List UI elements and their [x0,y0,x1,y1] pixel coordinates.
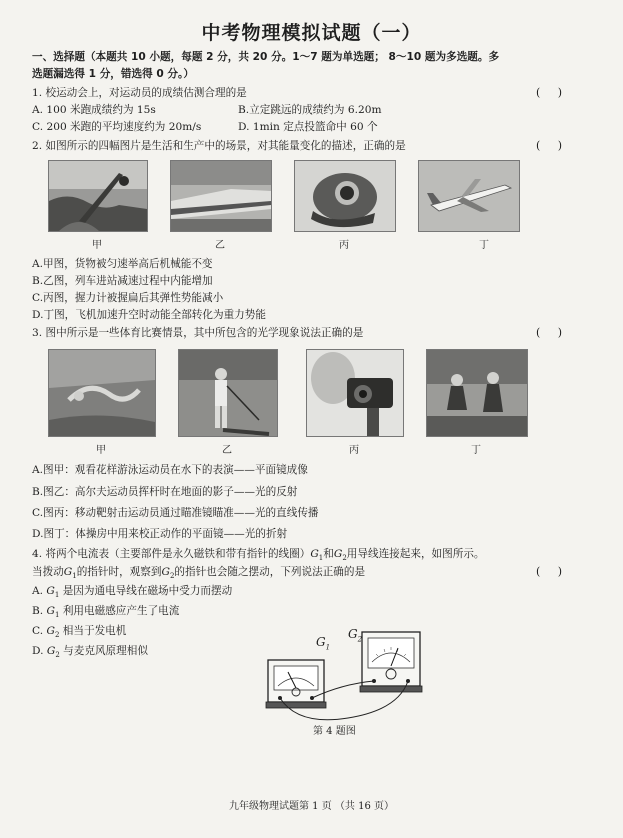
q3-photo-golf [178,349,278,437]
q3-caption-yi: 乙 [222,445,232,456]
q2-caption-bing: 丙 [339,240,349,251]
q2-caption-jia: 甲 [92,240,102,251]
q1-option-d: D. 1min 定点投篮命中 60 个 [238,121,378,133]
section-heading-2: 选题漏选得 1 分，错选得 0 分。） [32,68,194,80]
q3-answer-paren: ( ) [536,326,563,339]
q2-stem: 2. 如图所示的四幅图片是生活和生产中的场景，对其能量变化的描述，正确的是 [32,140,406,152]
q3-caption-ding: 丁 [471,445,481,456]
page-footer: 九年级物理试题第 1 页 （共 16 页） [229,801,394,812]
q4-stem-2: 当拨动$G_1$的指针时，观察到$G_2$的指针也会随之摆动，下列说法正确的是 [32,566,366,581]
q3-option-d: D.图丁：体操房中用来校正动作的平面镜——光的折射 [32,528,288,540]
q4-galvanometer-figure [258,618,428,728]
galvanometer-g2 [360,632,422,692]
q3-photo-swimming [48,349,156,437]
q2-caption-yi: 乙 [215,240,225,251]
q2-photo-train [170,160,272,232]
q4-option-d: D. $G_2$ 与麦克风原理相似 [32,645,148,660]
q2-option-b: B.乙图，列车进站减速过程中内能增加 [32,275,213,287]
q3-option-c: C.图丙：移动靶射击运动员通过瞄准镜瞄准——光的直线传播 [32,507,319,519]
q4-figure-caption: 第 4 题图 [313,726,356,737]
q3-option-a: A.图甲：观看花样游泳运动员在水下的表演——平面镜成像 [32,464,308,476]
q4-answer-paren: ( ) [536,565,563,578]
q2-photo-crane [48,160,148,232]
label-g1: $G_1$ [316,635,331,652]
q3-caption-jia: 甲 [96,445,106,456]
q2-option-c: C.丙图，握力计被握扁后其弹性势能减小 [32,292,224,304]
q3-option-b: B.图乙：高尔夫运动员挥杆时在地面的影子——光的反射 [32,486,298,498]
q3-photo-shooting [306,349,404,437]
q3-photo-gym [426,349,528,437]
q2-photo-grip [294,160,396,232]
q2-option-d: D.丁图，飞机加速升空时动能全部转化为重力势能 [32,309,266,321]
galvanometer-g1 [266,660,326,708]
q3-stem: 3. 图中所示是一些体育比赛情景，其中所包含的光学现象说法正确的是 [32,327,364,339]
q1-answer-paren: ( ) [536,86,563,99]
q4-stem: 4. 将两个电流表（主要部件是永久磁铁和带有指针的线圈）$G_1$和$G_2$用导线连接起来，如图所示。 [32,548,485,563]
q2-answer-paren: ( ) [536,139,563,152]
q4-option-b: B. $G_1$ 利用电磁感应产生了电流 [32,605,180,620]
q4-option-c: C. $G_2$ 相当于发电机 [32,625,127,640]
q1-option-b: B.立定跳远的成绩约为 6.20m [238,104,382,116]
q3-caption-bing: 丙 [349,445,359,456]
q1-option-c: C. 200 米跑的平均速度约为 20m/s [32,121,202,133]
section-heading: 一、选择题（本题共 10 小题，每题 2 分，共 20 分。1～7 题为单选题； 8～10 题为多选题。多 [32,51,500,63]
q1-option-a: A. 100 米跑成绩约为 15s [32,104,156,116]
q2-caption-ding: 丁 [479,240,489,251]
q1-stem: 1. 校运动会上，对运动员的成绩估测合理的是 [32,87,247,99]
q4-option-a: A. $G_1$ 是因为通电导线在磁场中受力而摆动 [32,585,233,600]
q2-photo-airplane [418,160,520,232]
page-title: 中考物理模拟试题（一） [201,22,422,44]
q2-option-a: A.甲图，货物被匀速举高后机械能不变 [32,258,213,270]
label-g2: $G_2$ [348,627,363,644]
